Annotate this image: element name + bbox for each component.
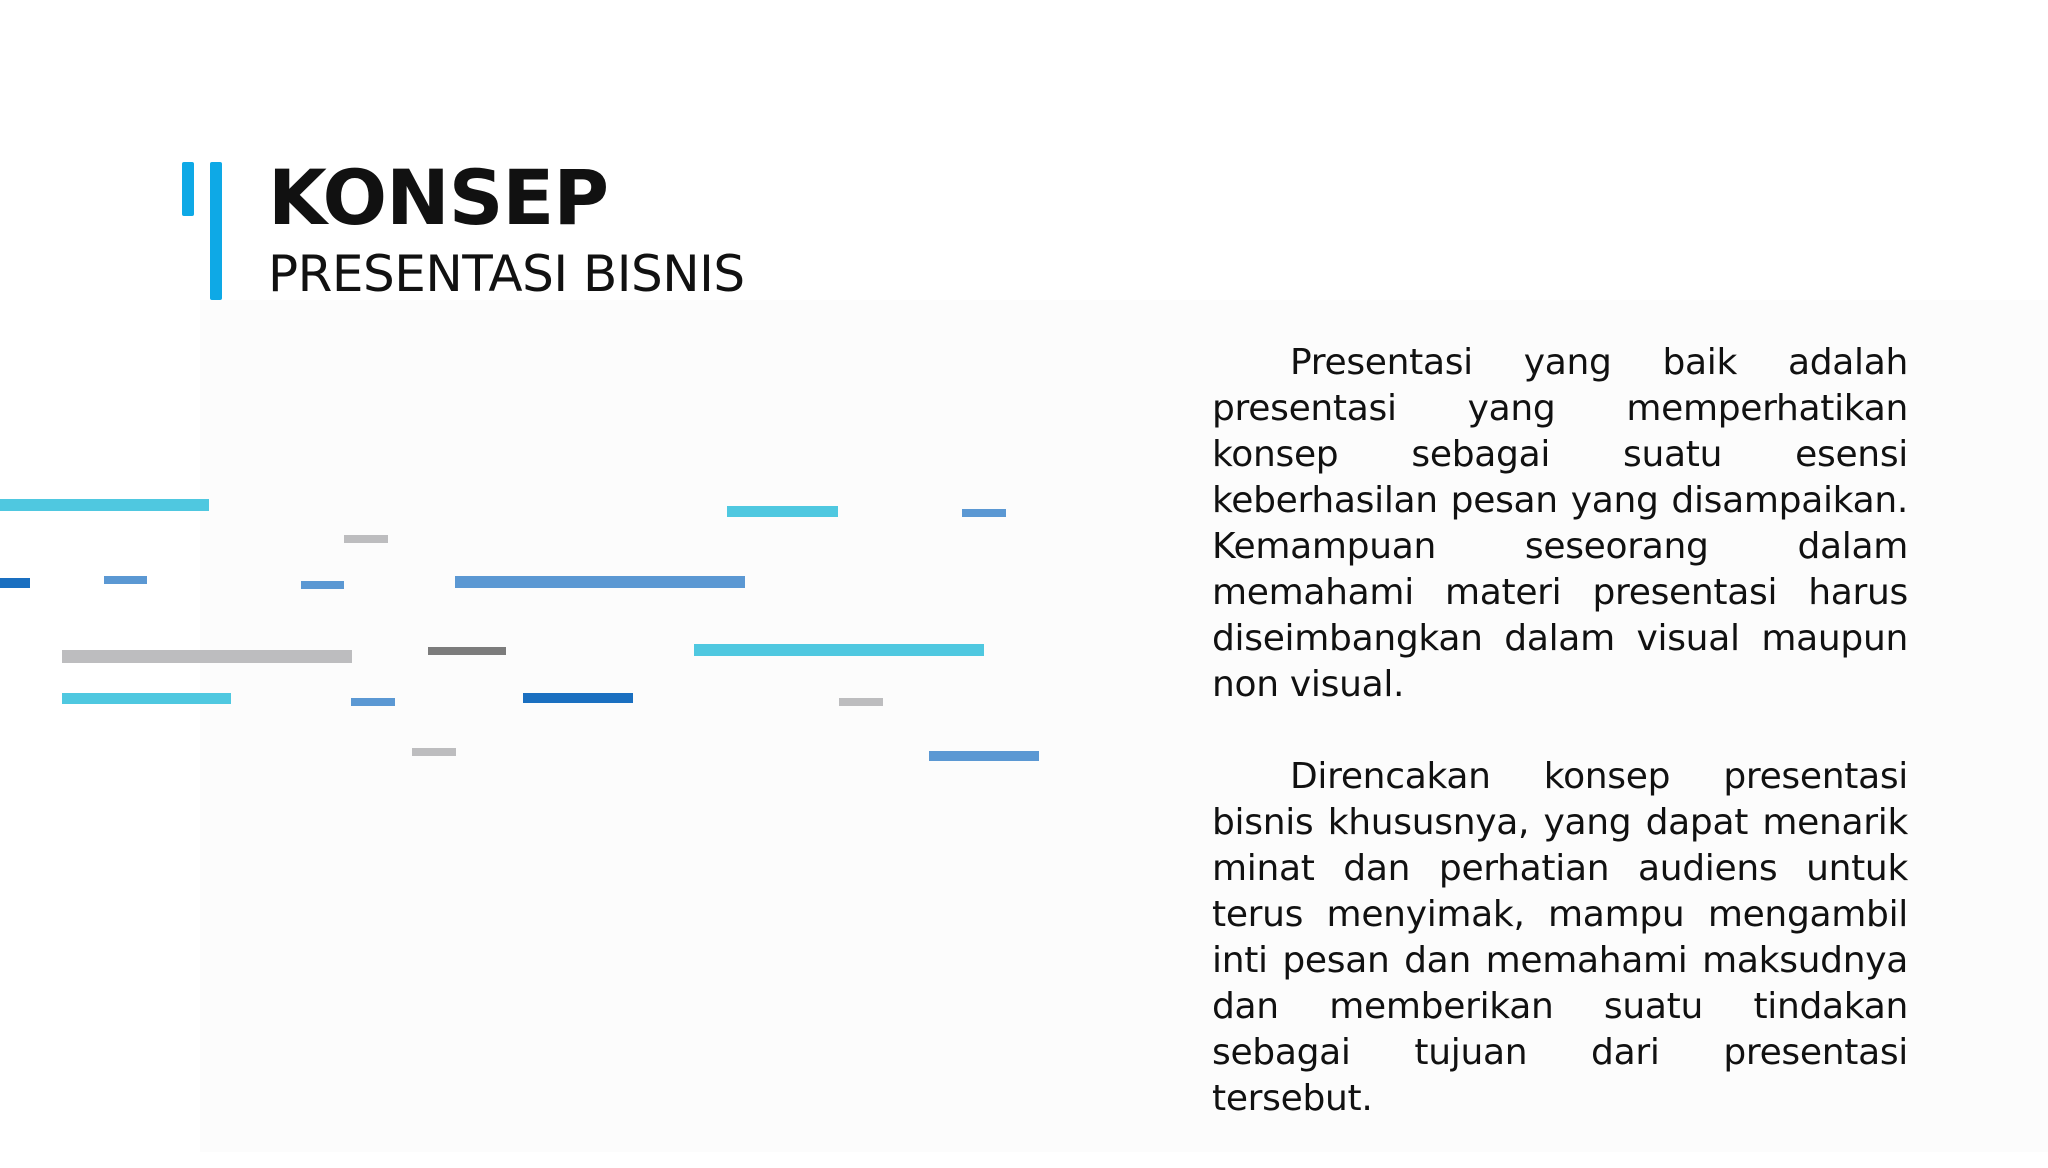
body-paragraph-1: Presentasi yang baik adalah presentasi yang memperhatikan konsep sebagai suatu esensi keberhasilan pesan yang disampaikan. Kemampuan seseorang dalam memahami materi presentasi harus diseimbangkan dalam visual maupun non visual.	[1212, 342, 1908, 705]
decorative-dash	[351, 698, 395, 706]
decorative-dash	[839, 698, 883, 706]
decorative-dash	[523, 693, 633, 703]
decorative-dash	[455, 576, 745, 588]
body-paragraph-2: Direncakan konsep presentasi bisnis khususnya, yang dapat menarik minat dan perhatian audiens untuk terus menyimak, mampu mengambil inti pesan dan memahami maksudnya dan memberikan suatu tindakan sebagai tujuan dari presentasi tersebut.	[1212, 756, 1908, 1119]
slide-subtitle: PRESENTASI BISNIS	[268, 245, 745, 303]
decorative-dash	[62, 693, 231, 704]
decorative-dash	[344, 535, 388, 543]
decorative-dash	[104, 576, 147, 584]
decorative-dash	[727, 506, 838, 517]
decorative-dash	[929, 751, 1039, 761]
body-text	[1212, 340, 1908, 1168]
decorative-dash	[694, 644, 984, 656]
slide-title: KONSEP	[268, 153, 609, 242]
decorative-dash	[0, 578, 30, 588]
decorative-dash	[412, 748, 456, 756]
decorative-dash	[62, 650, 352, 663]
decorative-dash	[962, 509, 1006, 517]
title-accent-bar-long	[210, 162, 222, 300]
title-accent-bar-short	[182, 162, 194, 216]
decorative-dash	[301, 581, 344, 589]
decorative-dash	[428, 647, 506, 655]
decorative-dash	[0, 499, 209, 511]
